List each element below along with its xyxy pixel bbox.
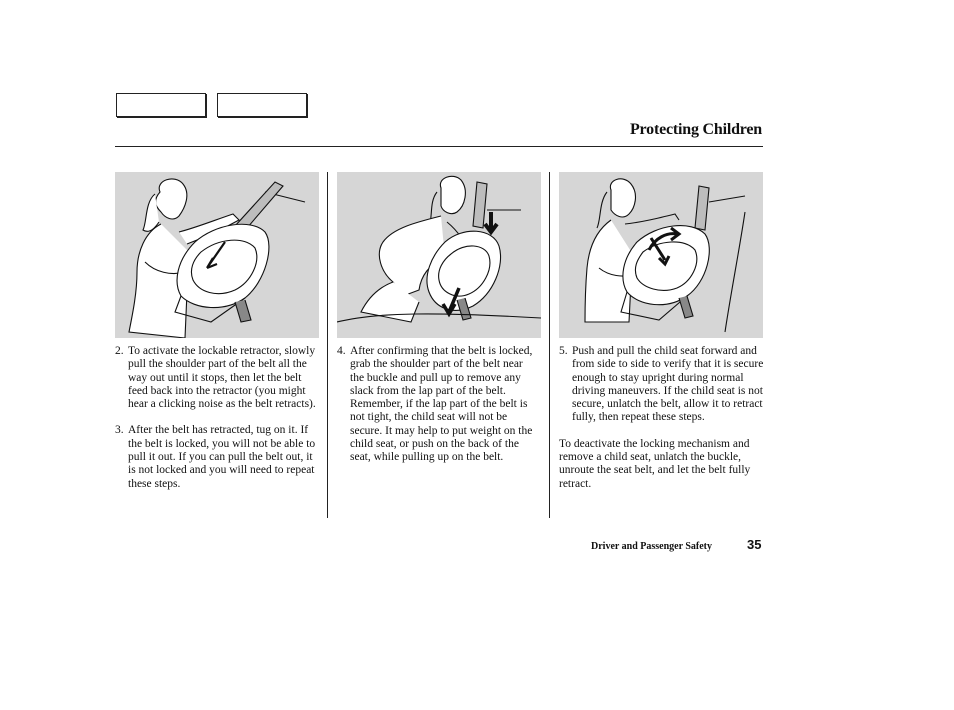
page-title: Protecting Children [629,121,762,138]
push-down-arrow [485,212,497,232]
step-text: After the belt has retracted, tug on it. If the belt is locked, you will not be able to pull it out. If you can pull the belt out, it is not locked and you will need to repeat these steps. [128,424,316,490]
illustration-pull-belt [115,172,319,338]
child-seat [621,226,709,320]
shoulder-belt-strap [695,186,709,230]
text-column-3 [559,345,765,491]
footer-section-label: Driver and Passenger Safety [591,541,713,552]
header-rule [115,146,763,147]
page-number: 35 [747,537,762,552]
text-column-1 [115,345,321,504]
column-divider-1 [327,172,328,518]
step-text: To activate the lockable retractor, slowly pull the shoulder part of the belt all the way out until it stops, then let the belt feed back into the retractor (you might hear a clicking noise as the belt retracts). [128,345,316,411]
column-divider-2 [549,172,550,518]
shoulder-belt-strap [473,182,487,228]
deactivate-paragraph: To deactivate the locking mechanism and remove a child seat, unlatch the buckle, unroute the seat belt, and let the belt fully retract. [559,437,751,490]
nav-button-1[interactable] [116,93,206,117]
step-text: Push and pull the child seat forward and from side to side to verify that it is secure enough to stay upright during normal driving maneuvers. If the child seat is not secure, unlatch the belt, allow it to retract fully, then repeat these steps. [572,345,764,424]
text-column-2 [337,345,539,478]
illustration-check-secure [559,172,763,338]
step-5 [559,345,765,425]
step-number: 4. [337,345,346,357]
step-number: 5. [559,345,568,357]
step-3 [115,424,321,490]
step-number: 2. [115,345,124,357]
step-2 [115,345,321,411]
step-text: After confirming that the belt is locked, grab the shoulder part of the belt near the buckle and pull up to remove any slack from the lap part of the belt. Remember, if the lap part of the belt is not tight, the child seat will not be secure. It may help to put weight on the child seat, or push on the back of the seat, while pulling up on the belt. [350,345,533,464]
step-number: 3. [115,424,124,437]
step-4 [337,345,539,465]
illustration-tighten-belt [337,172,541,338]
nav-button-2[interactable] [217,93,307,117]
